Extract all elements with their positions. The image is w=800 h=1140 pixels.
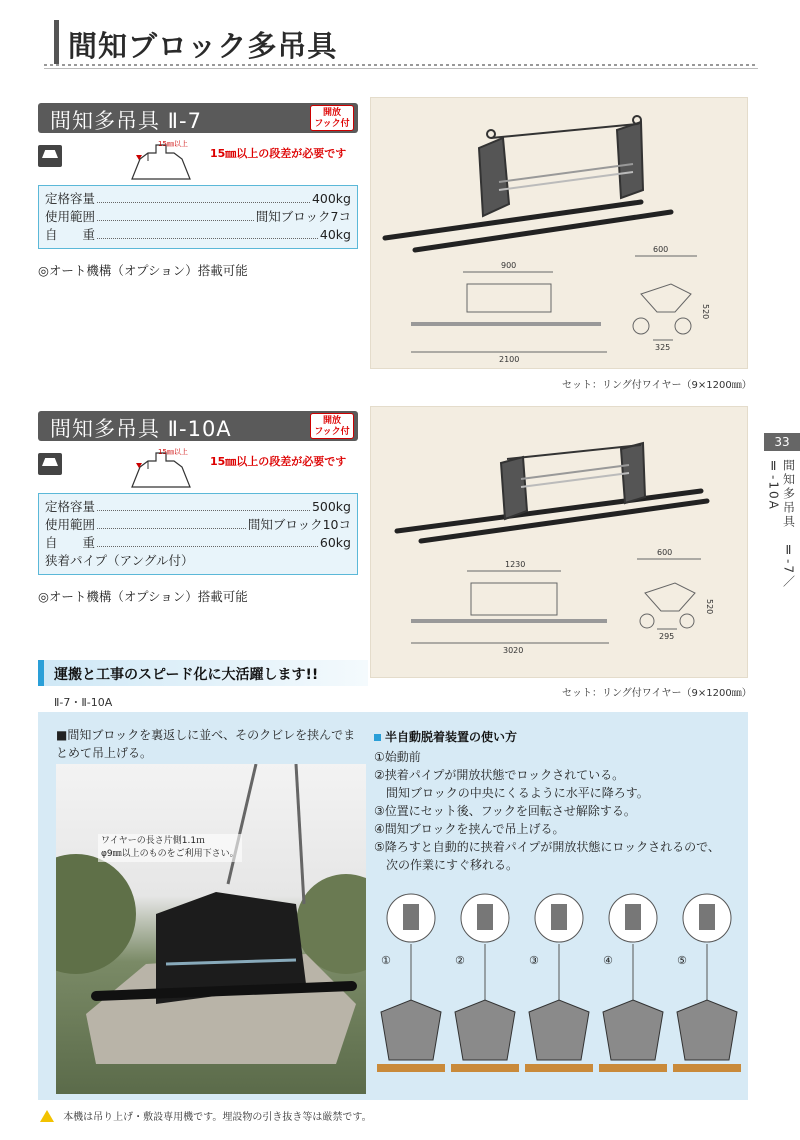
- spec-key: 自 重: [45, 535, 96, 550]
- lifter-body: [381, 1000, 441, 1060]
- dim-top: 900: [501, 261, 517, 270]
- ground-plate: [525, 1064, 593, 1072]
- spec-row: [45, 552, 351, 570]
- spec-box: [38, 185, 358, 249]
- footer-warning: [40, 1108, 372, 1123]
- lifter-body: [529, 1000, 589, 1060]
- step-small-label: 15㎜以上: [158, 448, 188, 456]
- option-note: ◎オート機構（オプション）搭載可能: [38, 589, 248, 604]
- wire-length-label: [98, 834, 242, 862]
- option-note: ◎オート機構（オプション）搭載可能: [38, 263, 248, 278]
- side-tab-text: 間知多吊具 Ⅱ-7／Ⅱ-10A: [766, 459, 796, 589]
- headline-sub: Ⅱ-7・Ⅱ-10A: [54, 696, 113, 709]
- lifter-illustration: [371, 98, 749, 370]
- lifter-body: [455, 1000, 515, 1060]
- lifter-illustration: [371, 407, 749, 679]
- lifter-body: [677, 1000, 737, 1060]
- page-title: 間知ブロック多吊具: [68, 29, 338, 63]
- spec-key: 狭着パイプ（アングル付）: [45, 553, 194, 568]
- usage-step: 次の作業にすぐ移れる。: [374, 858, 519, 872]
- usage-photo: [56, 764, 366, 1094]
- spec-box: [38, 493, 358, 575]
- spec-row: [45, 208, 351, 226]
- title-rule: [44, 64, 758, 66]
- ground-plate: [377, 1064, 445, 1072]
- svg-text:295: 295: [659, 632, 675, 641]
- drawing-caption: セット：リング付ワイヤー（9×1200㎜）: [562, 380, 752, 391]
- headline: 運搬と工事のスピード化に大活躍します!!: [54, 667, 319, 683]
- usage-step-diagram: [451, 894, 519, 1072]
- step-text: 15㎜以上の段差が必要です: [210, 147, 347, 160]
- usage-step-diagram: [673, 894, 741, 1072]
- hook-shape: [551, 904, 567, 930]
- lifter-photo-image: [56, 764, 366, 1094]
- ground-plate: [451, 1064, 519, 1072]
- page-header: [44, 20, 758, 64]
- ground-plate: [599, 1064, 667, 1072]
- svg-text:1230: 1230: [505, 560, 526, 569]
- usage-step: ①始動前: [374, 750, 421, 764]
- step-number: ①: [381, 954, 391, 967]
- spec-row: [45, 226, 351, 244]
- hook-shape: [625, 904, 641, 930]
- step-requirement: [38, 139, 358, 183]
- spec-row: [45, 516, 351, 534]
- spec-value: 間知ブロック10コ: [247, 517, 351, 532]
- svg-text:325: 325: [655, 343, 671, 352]
- product-drawing-ii-7: [370, 97, 748, 369]
- step-number: ②: [455, 954, 465, 967]
- spec-value: 400kg: [311, 191, 351, 206]
- step-number: ④: [603, 954, 613, 967]
- step-small-label: 15㎜以上: [158, 140, 188, 148]
- step-requirement: [38, 447, 358, 491]
- usage-step: 間知ブロックの中央にくるように水平に降ろす。: [374, 786, 649, 800]
- open-hook-badge: 開放 フック付: [310, 413, 354, 439]
- usage-step: ④間知ブロックを挟んで吊上げる。: [374, 822, 565, 836]
- step-number: ③: [529, 954, 539, 967]
- spec-row: [45, 498, 351, 516]
- spec-value: 60kg: [319, 535, 351, 550]
- usage-step-diagram: [525, 894, 593, 1072]
- spec-row: [45, 534, 351, 552]
- spec-key: 定格容量: [45, 191, 96, 206]
- headline-banner: [38, 660, 368, 686]
- product-name: 間知多吊具 Ⅱ-7: [50, 109, 202, 133]
- photo-note: ■間知ブロックを裏返しに並べ、そのクビレを挟んでまとめて吊上げる。: [56, 728, 356, 760]
- block-icon: [38, 453, 62, 475]
- product-heading: [38, 411, 358, 441]
- spec-key: 使用範囲: [45, 209, 96, 224]
- product-ii-7: [38, 103, 358, 279]
- usage-step-diagram: [599, 894, 667, 1072]
- product-name: 間知多吊具 Ⅱ-10A: [50, 417, 232, 441]
- svg-text:520: 520: [705, 599, 714, 615]
- spec-key: 使用範囲: [45, 517, 96, 532]
- footer-text: 本機は吊り上げ・敷設専用機です。埋設物の引き抜き等は厳禁です。: [63, 1112, 372, 1123]
- hook-shape: [699, 904, 715, 930]
- product-heading: [38, 103, 358, 133]
- spec-value: 500kg: [311, 499, 351, 514]
- spec-key: 定格容量: [45, 499, 96, 514]
- title-bar-accent: [54, 20, 59, 64]
- hook-shape: [477, 904, 493, 930]
- svg-text:600: 600: [657, 548, 673, 557]
- svg-text:2100: 2100: [499, 355, 520, 364]
- svg-text:520: 520: [701, 304, 710, 320]
- block-icon: [38, 145, 62, 167]
- spec-key: 自 重: [45, 227, 96, 242]
- usage-step: ③位置にセット後、フックを回転させ解除する。: [374, 804, 636, 818]
- spec-row: [45, 190, 351, 208]
- drawing-caption: セット：リング付ワイヤー（9×1200㎜）: [562, 688, 752, 699]
- hook-shape: [403, 904, 419, 930]
- usage-panel: [38, 712, 748, 1100]
- usage-step-diagrams: [374, 892, 744, 1092]
- spec-value: 間知ブロック7コ: [255, 209, 351, 224]
- usage-step: ②挟着パイプが開放状態でロックされている。: [374, 768, 625, 782]
- wire-length-text: ワイヤーの長さ片側1.1ｍ φ9㎜以上のものをご利用下さい。: [101, 836, 239, 859]
- step-text: 15㎜以上の段差が必要です: [210, 455, 347, 468]
- warning-icon: [40, 1110, 54, 1122]
- usage-step-diagram: [377, 894, 445, 1072]
- page-number: 33: [764, 433, 800, 451]
- svg-text:3020: 3020: [503, 646, 524, 655]
- title-rule-thin: [44, 68, 758, 69]
- side-index-tab: [764, 433, 800, 639]
- product-drawing-ii-10a: [370, 406, 748, 678]
- spec-value: 40kg: [319, 227, 351, 242]
- open-hook-badge: 開放 フック付: [310, 105, 354, 131]
- product-ii-10a: [38, 411, 358, 605]
- svg-text:600: 600: [653, 245, 669, 254]
- ground-plate: [673, 1064, 741, 1072]
- usage-heading: 半自動脱着装置の使い方: [374, 728, 517, 745]
- usage-step: ⑤降ろすと自動的に挟着パイプが開放状態にロックされるので、: [374, 840, 720, 854]
- step-number: ⑤: [677, 954, 687, 967]
- lifter-body: [603, 1000, 663, 1060]
